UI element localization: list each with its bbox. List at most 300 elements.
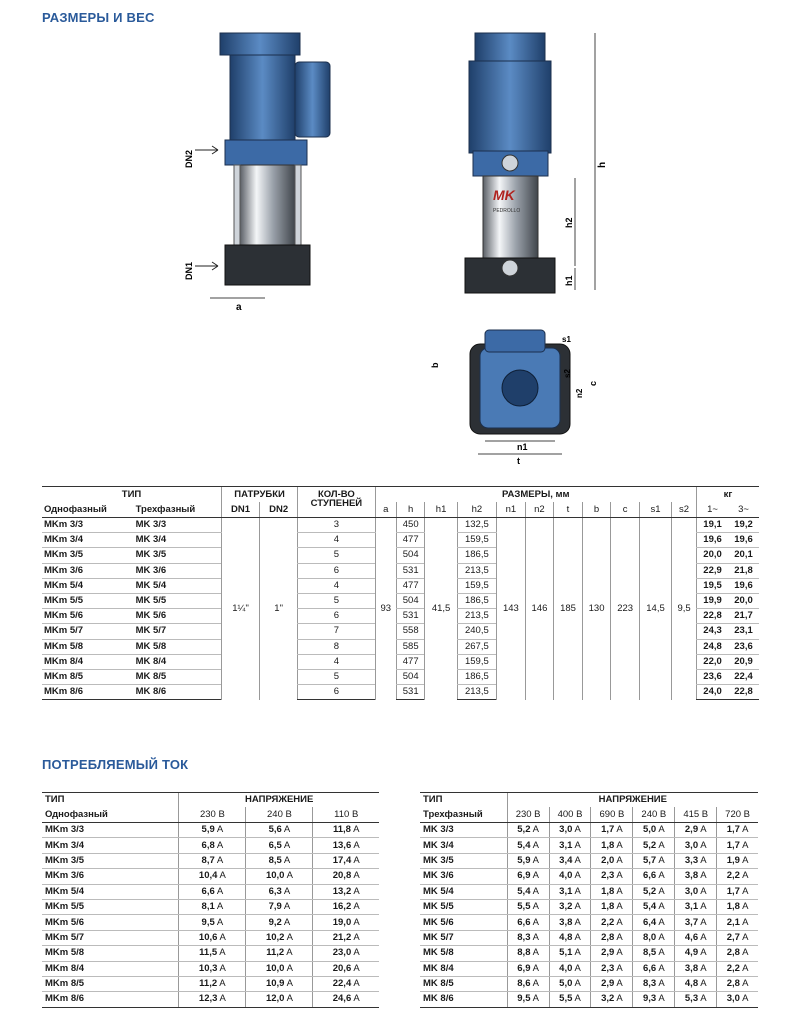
current-unit: A — [742, 885, 749, 897]
cell-single-type: MKm 8/5 — [42, 669, 134, 684]
cell-current — [313, 961, 379, 976]
cell-current — [313, 915, 379, 930]
dim-label-b: b — [430, 362, 440, 368]
cell-current — [549, 946, 591, 961]
cell-three-type: MK 3/4 — [134, 533, 222, 548]
cell-h: 504 — [396, 669, 425, 684]
current-unit: A — [216, 854, 224, 866]
current-value: 6,6 — [642, 870, 657, 882]
cell-type: MKm 5/4 — [42, 884, 179, 899]
col-volt: 690 В — [591, 807, 633, 823]
current-value: 8,8 — [517, 947, 531, 959]
current-unit: A — [616, 870, 623, 882]
current-unit: A — [574, 901, 581, 913]
cell-current — [179, 992, 246, 1007]
cell-current — [591, 976, 633, 991]
current-unit: A — [616, 839, 623, 851]
pump-front-view-drawing — [455, 28, 610, 298]
cell-kg-single: 22,0 — [697, 654, 729, 669]
current-unit: A — [353, 885, 360, 897]
table-row — [420, 823, 758, 838]
current-unit: A — [353, 901, 360, 913]
table-row — [420, 838, 758, 853]
cell-three-type: MK 5/4 — [134, 578, 222, 593]
current-value: 5,3 — [684, 993, 699, 1005]
col-dn1: DN1 — [222, 502, 260, 518]
current-unit: A — [574, 931, 581, 943]
current-value: 5,0 — [642, 824, 657, 836]
cell-current — [675, 946, 717, 961]
col-volt: 400 В — [549, 807, 591, 823]
current-unit: A — [286, 978, 293, 990]
table-row — [420, 976, 758, 991]
current-unit: A — [532, 916, 539, 928]
current-unit: A — [616, 931, 623, 943]
cell-kg-single: 20,0 — [697, 548, 729, 563]
current-unit: A — [658, 839, 665, 851]
cell-kg-three: 22,8 — [728, 685, 759, 700]
current-unit: A — [616, 854, 623, 866]
current-value: 6,6 — [201, 885, 215, 897]
dim-label-s2: s2 — [563, 369, 572, 378]
current-value: 3,3 — [684, 854, 699, 866]
col-stages-sub: СТУПЕНЕЙ — [298, 496, 375, 512]
col-type: ТИП — [420, 793, 507, 808]
pump-side-view-drawing — [170, 28, 340, 313]
cell-type: MKm 8/4 — [42, 961, 179, 976]
cell-current — [179, 946, 246, 961]
cell-h2: 267,5 — [457, 639, 496, 654]
cell-current — [591, 853, 633, 868]
cell-current — [313, 992, 379, 1007]
current-unit: A — [700, 978, 707, 990]
cell-single-type: MKm 5/6 — [42, 609, 134, 624]
current-unit: A — [532, 854, 539, 866]
table-row — [420, 884, 758, 899]
cell-current — [549, 899, 591, 914]
current-value: 5,4 — [642, 901, 657, 913]
cell-type: MK 8/6 — [420, 992, 507, 1007]
cell-current — [591, 838, 633, 853]
cell-current — [717, 823, 758, 838]
current-value: 3,1 — [684, 901, 699, 913]
cell-current — [313, 930, 379, 945]
cell-three-type: MK 3/3 — [134, 518, 222, 533]
col-c: c — [611, 502, 640, 518]
current-unit: A — [216, 885, 224, 897]
current-unit: A — [353, 947, 360, 959]
col-n1: n1 — [497, 502, 526, 518]
cell-three-type: MK 5/6 — [134, 609, 222, 624]
current-unit: A — [658, 854, 665, 866]
cell-three-type: MK 3/6 — [134, 563, 222, 578]
cell-n2: 146 — [525, 518, 554, 700]
cell-type: MKm 5/6 — [42, 915, 179, 930]
current-unit: A — [219, 931, 226, 943]
table-row — [42, 961, 379, 976]
col-single-phase: Однофазный — [42, 502, 134, 518]
cell-current — [633, 976, 675, 991]
cell-type: MK 8/4 — [420, 961, 507, 976]
current-value: 2,2 — [726, 870, 740, 882]
cell-current — [633, 961, 675, 976]
current-value: 6,9 — [517, 870, 531, 882]
cell-h: 477 — [396, 654, 425, 669]
cell-stages: 5 — [298, 548, 375, 563]
dim-label-h: h — [597, 161, 608, 168]
current-unit: A — [286, 870, 293, 882]
cell-current — [179, 930, 246, 945]
current-unit: A — [700, 839, 707, 851]
cell-kg-three: 19,6 — [728, 578, 759, 593]
dim-label-n1: n1 — [517, 442, 528, 452]
cell-current — [246, 946, 313, 961]
current-unit: A — [742, 901, 749, 913]
cell-current — [675, 961, 717, 976]
current-value: 3,1 — [559, 885, 573, 897]
current-value: 4,0 — [559, 962, 573, 974]
current-unit: A — [283, 824, 291, 836]
cell-type: MKm 5/5 — [42, 899, 179, 914]
current-value: 3,2 — [601, 993, 615, 1005]
table-row — [42, 992, 379, 1007]
cell-h2: 240,5 — [457, 624, 496, 639]
cell-current — [179, 915, 246, 930]
cell-h2: 159,5 — [457, 533, 496, 548]
current-unit: A — [616, 993, 623, 1005]
current-value: 3,0 — [684, 839, 699, 851]
cell-kg-three: 23,1 — [728, 624, 759, 639]
cell-current — [675, 869, 717, 884]
table-row — [42, 823, 379, 838]
current-unit: A — [700, 824, 707, 836]
cell-current — [591, 823, 633, 838]
table-row — [420, 930, 758, 945]
cell-kg-single: 19,5 — [697, 578, 729, 593]
col-volt: 240 В — [246, 807, 313, 823]
col-kg-single: 1~ — [697, 502, 729, 518]
cell-current — [179, 976, 246, 991]
cell-current — [549, 930, 591, 945]
current-unit: A — [616, 962, 623, 974]
current-value: 2,9 — [601, 947, 615, 959]
cell-current — [313, 869, 379, 884]
current-value: 9,2 — [268, 916, 282, 928]
current-value: 9,5 — [201, 916, 215, 928]
cell-type: MKm 3/6 — [42, 869, 179, 884]
cell-kg-single: 22,8 — [697, 609, 729, 624]
current-unit: A — [574, 962, 581, 974]
cell-type: MK 3/4 — [420, 838, 507, 853]
current-value: 5,0 — [559, 978, 573, 990]
table-row — [42, 946, 379, 961]
cell-current — [549, 915, 591, 930]
cell-h2: 159,5 — [457, 654, 496, 669]
current-value: 23,0 — [332, 947, 352, 959]
cell-current — [246, 884, 313, 899]
cell-current — [507, 869, 549, 884]
cell-current — [633, 884, 675, 899]
cell-stages: 8 — [298, 639, 375, 654]
cell-current — [549, 838, 591, 853]
cell-single-type: MKm 5/8 — [42, 639, 134, 654]
cell-current — [591, 915, 633, 930]
dim-label-h1: h1 — [564, 275, 574, 286]
cell-current — [675, 884, 717, 899]
current-value: 5,1 — [559, 947, 573, 959]
col-b: b — [582, 502, 611, 518]
cell-type: MKm 3/4 — [42, 838, 179, 853]
current-value: 20,8 — [332, 870, 352, 882]
current-unit: A — [658, 962, 665, 974]
current-value: 2,2 — [726, 962, 740, 974]
cell-current — [633, 992, 675, 1007]
current-value: 11,8 — [333, 824, 351, 836]
current-value: 3,0 — [684, 885, 699, 897]
current-unit: A — [742, 824, 749, 836]
current-unit: A — [283, 916, 291, 928]
cell-kg-three: 20,0 — [728, 593, 759, 608]
cell-h2: 213,5 — [457, 563, 496, 578]
current-unit: A — [742, 978, 749, 990]
table-row — [42, 518, 759, 533]
current-value: 8,3 — [517, 931, 531, 943]
current-value: 1,9 — [726, 854, 740, 866]
current-value: 3,8 — [684, 962, 699, 974]
col-kg-three: 3~ — [728, 502, 759, 518]
current-unit: A — [532, 824, 539, 836]
current-value: 1,8 — [601, 885, 615, 897]
current-value: 3,7 — [684, 916, 699, 928]
current-value: 10,0 — [265, 962, 285, 974]
cell-current — [507, 976, 549, 991]
table-row — [420, 992, 758, 1007]
cell-current — [179, 823, 246, 838]
col-dimensions: РАЗМЕРЫ, мм — [375, 487, 696, 503]
current-value: 10,2 — [265, 931, 285, 943]
current-unit: A — [216, 901, 224, 913]
cell-current — [591, 869, 633, 884]
cell-stages: 5 — [298, 593, 375, 608]
current-single-phase-table — [42, 792, 379, 1008]
cell-current — [246, 838, 313, 853]
cell-h: 450 — [396, 518, 425, 533]
current-value: 4,6 — [684, 931, 699, 943]
current-unit: A — [616, 916, 623, 928]
cell-current — [179, 869, 246, 884]
dim-label-a: a — [236, 302, 242, 313]
cell-single-type: MKm 3/3 — [42, 518, 134, 533]
current-unit: A — [616, 947, 623, 959]
current-value: 22,4 — [332, 978, 352, 990]
cell-current — [313, 884, 379, 899]
cell-current — [507, 915, 549, 930]
current-value: 5,6 — [268, 824, 282, 836]
col-volt: 415 В — [675, 807, 717, 823]
cell-current — [675, 823, 717, 838]
cell-current — [675, 838, 717, 853]
current-value: 16,2 — [332, 901, 352, 913]
current-value: 3,0 — [559, 824, 573, 836]
cell-current — [507, 930, 549, 945]
current-value: 8,7 — [201, 854, 215, 866]
table-row — [420, 869, 758, 884]
cell-single-type: MKm 8/4 — [42, 654, 134, 669]
current-unit: A — [700, 993, 707, 1005]
cell-kg-three: 19,2 — [728, 518, 759, 533]
cell-h2: 213,5 — [457, 685, 496, 700]
col-h: h — [396, 502, 425, 518]
current-unit: A — [616, 824, 623, 836]
current-unit: A — [574, 839, 581, 851]
cell-current — [313, 976, 379, 991]
cell-current — [591, 884, 633, 899]
col-s1: s1 — [639, 502, 671, 518]
cell-h2: 132,5 — [457, 518, 496, 533]
current-value: 2,2 — [601, 916, 615, 928]
current-unit: A — [658, 978, 665, 990]
cell-current — [717, 884, 758, 899]
current-unit: A — [658, 885, 665, 897]
current-value: 5,7 — [642, 854, 657, 866]
cell-current — [717, 853, 758, 868]
cell-kg-single: 23,6 — [697, 669, 729, 684]
cell-single-type: MKm 5/4 — [42, 578, 134, 593]
cell-current — [717, 976, 758, 991]
brand-logo-text: MK — [493, 187, 515, 203]
current-unit: A — [700, 870, 707, 882]
cell-h: 477 — [396, 578, 425, 593]
cell-single-type: MKm 3/5 — [42, 548, 134, 563]
cell-current — [507, 884, 549, 899]
current-value: 1,7 — [601, 824, 615, 836]
current-unit: A — [742, 839, 749, 851]
dim-label-dn2: DN2 — [184, 149, 194, 168]
current-unit: A — [286, 931, 293, 943]
cell-h: 477 — [396, 533, 425, 548]
dimensions-weight-table — [42, 486, 759, 700]
current-value: 10,0 — [265, 870, 285, 882]
cell-h: 504 — [396, 593, 425, 608]
current-value: 8,6 — [517, 978, 531, 990]
current-value: 2,7 — [726, 931, 740, 943]
current-unit: A — [216, 916, 224, 928]
cell-current — [591, 946, 633, 961]
col-type: ТИП — [42, 487, 222, 503]
col-volt: 110 В — [313, 807, 379, 823]
cell-kg-single: 24,3 — [697, 624, 729, 639]
table-row — [420, 946, 758, 961]
cell-kg-three: 20,1 — [728, 548, 759, 563]
current-value: 2,1 — [726, 916, 740, 928]
current-unit: A — [574, 978, 581, 990]
cell-kg-three: 21,7 — [728, 609, 759, 624]
current-value: 2,8 — [601, 931, 615, 943]
col-ports: ПАТРУБКИ — [222, 487, 298, 503]
current-unit: A — [283, 885, 291, 897]
cell-current — [507, 823, 549, 838]
current-unit: A — [219, 947, 226, 959]
current-unit: A — [353, 854, 360, 866]
current-unit: A — [658, 947, 665, 959]
cell-current — [549, 853, 591, 868]
cell-h1: 41,5 — [425, 518, 457, 700]
current-value: 2,9 — [601, 978, 615, 990]
col-h1: h1 — [425, 502, 457, 518]
current-unit: A — [532, 885, 539, 897]
cell-current — [549, 884, 591, 899]
cell-dn1: 1¼" — [222, 518, 260, 700]
current-unit: A — [532, 947, 539, 959]
col-voltage: НАПРЯЖЕНИЕ — [507, 793, 758, 808]
dim-label-dn1: DN1 — [184, 261, 194, 280]
current-unit: A — [616, 885, 623, 897]
col-a: a — [375, 502, 396, 518]
dim-label-c: c — [588, 380, 598, 386]
current-unit: A — [658, 916, 665, 928]
cell-kg-single: 24,0 — [697, 685, 729, 700]
cell-single-type: MKm 8/6 — [42, 685, 134, 700]
cell-current — [246, 823, 313, 838]
cell-stages: 3 — [298, 518, 375, 533]
cell-current — [633, 823, 675, 838]
cell-current — [246, 961, 313, 976]
current-unit: A — [742, 947, 749, 959]
current-unit: A — [353, 916, 360, 928]
current-value: 6,4 — [642, 916, 657, 928]
current-unit: A — [700, 901, 707, 913]
current-value: 1,7 — [726, 885, 740, 897]
cell-current — [179, 838, 246, 853]
current-value: 9,3 — [642, 993, 657, 1005]
current-unit: A — [286, 993, 293, 1005]
cell-current — [717, 946, 758, 961]
cell-stages: 4 — [298, 654, 375, 669]
table-row — [420, 961, 758, 976]
current-unit: A — [700, 931, 707, 943]
current-value: 10,6 — [198, 931, 218, 943]
cell-current — [313, 946, 379, 961]
cell-h2: 186,5 — [457, 669, 496, 684]
current-unit: A — [574, 854, 581, 866]
cell-current — [179, 884, 246, 899]
current-value: 6,5 — [268, 839, 282, 851]
current-unit: A — [574, 885, 581, 897]
cell-current — [246, 899, 313, 914]
cell-current — [717, 869, 758, 884]
current-unit: A — [742, 931, 749, 943]
cell-current — [313, 838, 379, 853]
cell-current — [507, 899, 549, 914]
current-value: 3,4 — [559, 854, 573, 866]
cell-type: MKm 5/8 — [42, 946, 179, 961]
current-value: 5,5 — [559, 993, 573, 1005]
cell-type: MK 3/5 — [420, 853, 507, 868]
col-three-phase: Трехфазный — [134, 502, 222, 518]
cell-type: MK 5/4 — [420, 884, 507, 899]
cell-kg-single: 19,9 — [697, 593, 729, 608]
cell-current — [507, 946, 549, 961]
cell-kg-three: 21,8 — [728, 563, 759, 578]
current-unit: A — [283, 839, 291, 851]
current-value: 9,5 — [517, 993, 531, 1005]
current-value: 5,4 — [517, 885, 531, 897]
cell-type: MKm 8/6 — [42, 992, 179, 1007]
current-unit: A — [616, 978, 623, 990]
cell-current — [633, 838, 675, 853]
current-value: 6,6 — [642, 962, 657, 974]
current-value: 2,0 — [601, 854, 615, 866]
